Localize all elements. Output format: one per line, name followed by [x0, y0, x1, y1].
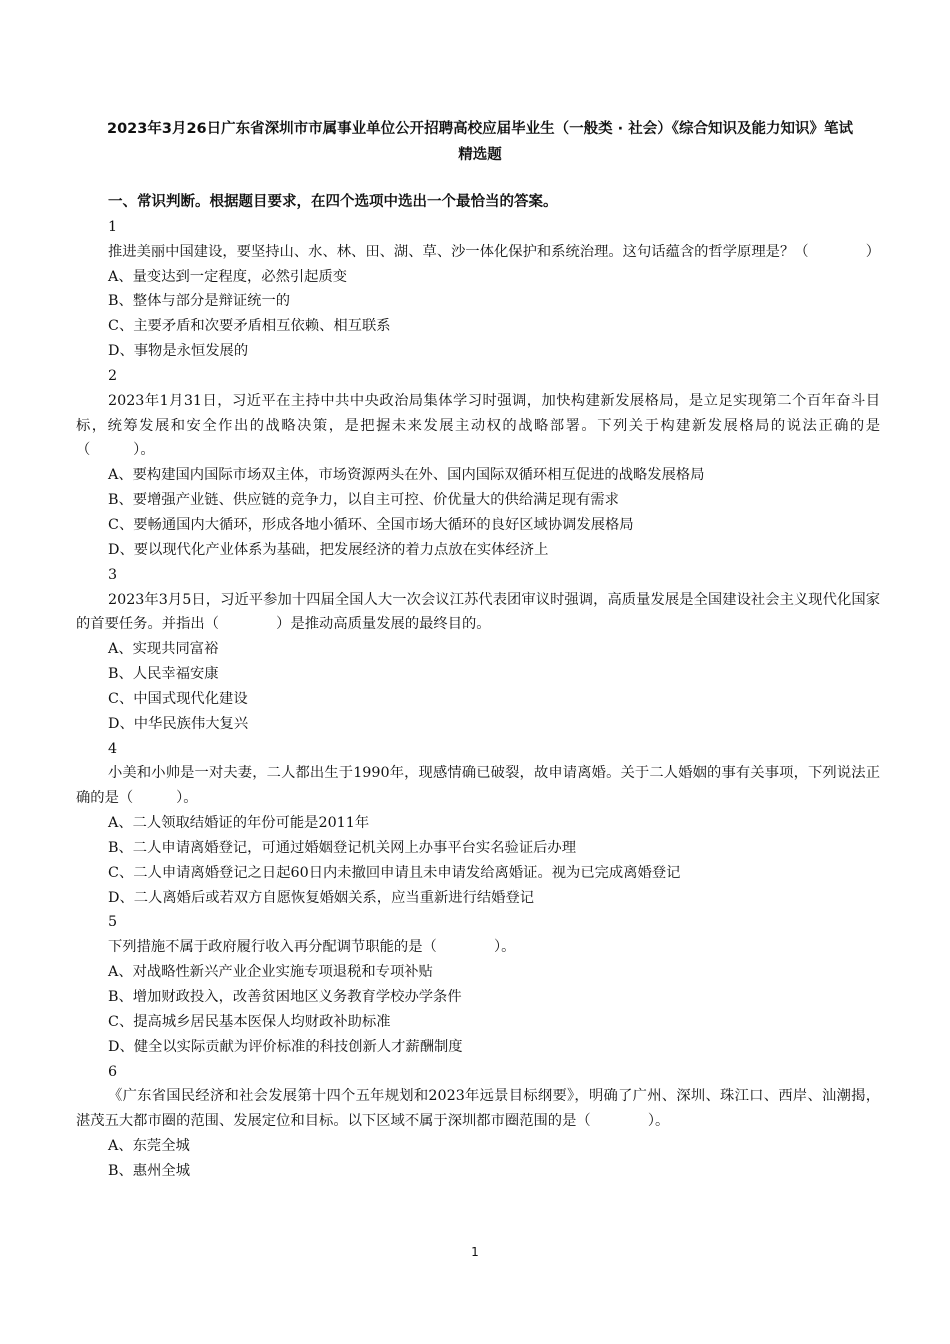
question — [76, 737, 880, 911]
question-stem: 小美和小帅是一对夫妻，二人都出生于1990年，现感情确已破裂，故申请离婚。关于二人婚姻的事有关事项，下列说法正确的是（ ）。 — [76, 765, 880, 807]
option: C、要畅通国内大循环，形成各地小循环、全国市场大循环的良好区域协调发展格局 — [108, 516, 634, 533]
option: B、惠州全城 — [108, 1162, 190, 1179]
page-number: 1 — [471, 1245, 479, 1259]
question-stem: 《广东省国民经济和社会发展第十四个五年规划和2023年远景目标纲要》，明确了广州、深圳、珠江口、西岸、汕潮揭，湛茂五大都市圈的范围、发展定位和目标。以下区域不属于深圳都市圈范围的是（ ）。 — [76, 1088, 880, 1130]
question-stem: 推进美丽中国建设，要坚持山、水、林、田、湖、草、沙一体化保护和系统治理。这句话蕴含的哲学原理是？（ ） — [108, 243, 881, 260]
option: A、东莞全城 — [108, 1138, 190, 1155]
question-number: 6 — [108, 1063, 118, 1080]
option: D、事物是永恒发展的 — [108, 343, 249, 360]
option: C、二人申请离婚登记之日起60日内未撤回申请且未申请发给离婚证。视为已完成离婚登记 — [108, 864, 681, 881]
question-number: 1 — [108, 218, 118, 235]
question — [76, 910, 880, 1059]
document-body — [76, 190, 880, 1184]
option: C、主要矛盾和次要矛盾相互依赖、相互联系 — [108, 318, 391, 335]
document-title: 2023年3月26日广东省深圳市市属事业单位公开招聘高校应届毕业生（一般类 · 社会）《综合知识及能力知识》笔试精选题 — [107, 121, 853, 163]
option: D、要以现代化产业体系为基础，把发展经济的着力点放在实体经济上 — [108, 541, 549, 558]
question-number: 2 — [108, 367, 118, 384]
question — [76, 364, 880, 563]
option: B、要增强产业链、供应链的竞争力，以自主可控、价优量大的供给满足现有需求 — [108, 492, 619, 509]
option: B、人民幸福安康 — [108, 666, 219, 683]
option: B、整体与部分是辩证统一的 — [108, 293, 291, 310]
question — [76, 563, 880, 737]
question-number: 3 — [108, 566, 118, 583]
question — [76, 1060, 880, 1184]
option: B、二人申请离婚登记，可通过婚姻登记机关网上办事平台实名验证后办理 — [108, 839, 577, 856]
question-stem: 下列措施不属于政府履行收入再分配调节职能的是（ ）。 — [108, 939, 516, 956]
question — [76, 215, 880, 364]
option: D、健全以实际贡献为评价标准的科技创新人才薪酬制度 — [108, 1038, 463, 1055]
question-number: 4 — [108, 740, 118, 757]
option: B、增加财政投入，改善贫困地区义务教育学校办学条件 — [108, 989, 462, 1005]
option: D、二人离婚后或若双方自愿恢复婚姻关系，应当重新进行结婚登记 — [108, 889, 535, 906]
option: D、中华民族伟大复兴 — [108, 715, 249, 732]
section-heading: 一、常识判断。根据题目要求，在四个选项中选出一个最恰当的答案。 — [108, 194, 558, 210]
question-number: 5 — [108, 914, 118, 931]
option: C、提高城乡居民基本医保人均财政补助标准 — [108, 1013, 391, 1030]
option: A、量变达到一定程度，必然引起质变 — [108, 268, 348, 285]
option: A、实现共同富裕 — [108, 641, 219, 658]
option: A、二人领取结婚证的年份可能是2011年 — [108, 815, 370, 832]
option: A、要构建国内国际市场双主体，市场资源两头在外、国内国际双循环相互促进的战略发展格局 — [108, 467, 705, 484]
option: A、对战略性新兴产业企业实施专项退税和专项补贴 — [108, 964, 433, 981]
question-stem: 2023年3月5日，习近平参加十四届全国人大一次会议江苏代表团审议时强调，高质量发展是全国建设社会主义现代化国家的首要任务。并指出（ ）是推动高质量发展的最终目的。 — [76, 591, 880, 633]
option: C、中国式现代化建设 — [108, 690, 248, 707]
question-stem: 2023年1月31日，习近平在主持中共中央政治局集体学习时强调，加快构建新发展格局，是立足实现第二个百年奋斗目标，统筹发展和安全作出的战略决策，是把握未来发展主动权的战略部署。下列关于构建新发展格局的说法正确的是（ ）。 — [76, 392, 880, 459]
